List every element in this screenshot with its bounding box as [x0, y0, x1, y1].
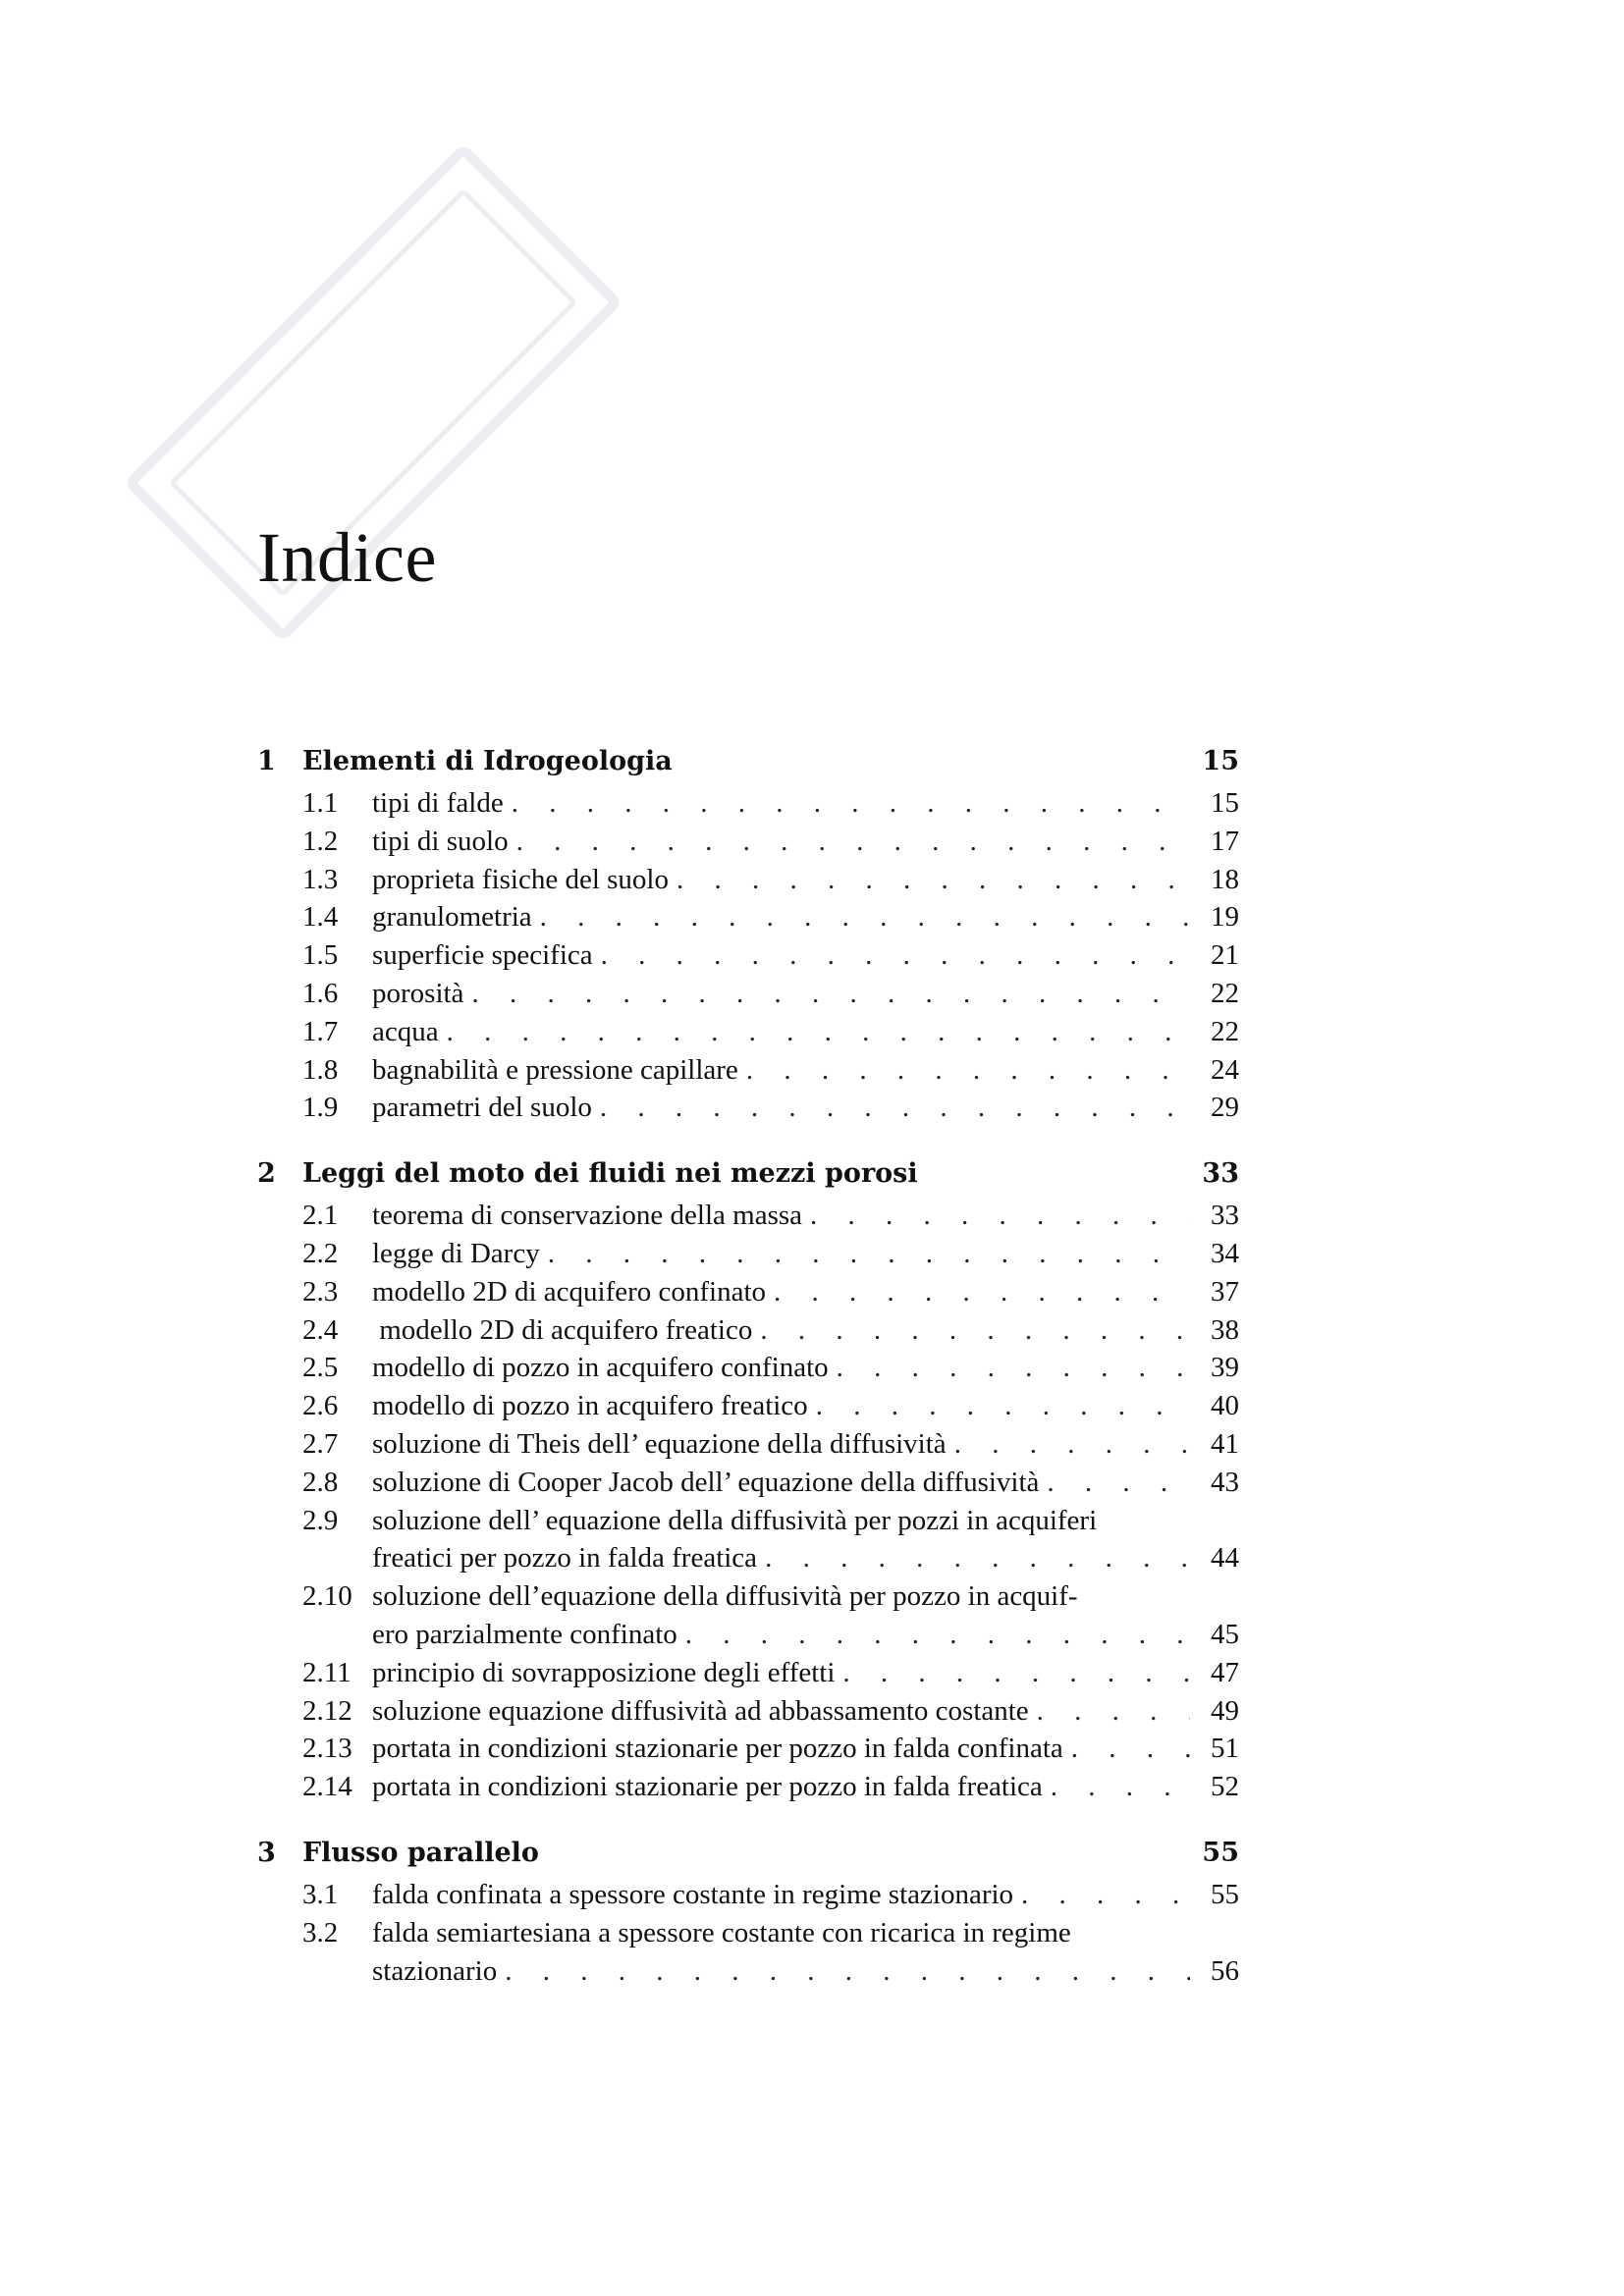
- entry-title: portata in condizioni stazionarie per pozzo in falda confinata: [372, 1733, 1063, 1765]
- page-title: Indice: [257, 518, 437, 597]
- toc-entry[interactable]: [257, 1089, 1239, 1127]
- entry-title: granulometria: [372, 901, 532, 934]
- entry-number: 2.12: [302, 1694, 352, 1727]
- entry-title: teorema di conservazione della massa: [372, 1200, 803, 1232]
- entry-page: 45: [1211, 1618, 1239, 1650]
- toc-entry[interactable]: [257, 1914, 1239, 1991]
- entry-page: 24: [1211, 1053, 1239, 1086]
- entry-page: 18: [1211, 863, 1239, 895]
- entry-title: tipi di suolo: [372, 825, 509, 857]
- entry-number: 1.8: [302, 1053, 339, 1086]
- chapter-title: Leggi del moto dei fluidi nei mezzi porosi: [302, 1158, 918, 1190]
- chapter-page: 55: [1202, 1837, 1239, 1868]
- dot-leader: [504, 784, 1190, 823]
- dot-leader: [439, 1013, 1190, 1051]
- entry-title: modello 2D di acquifero freatico: [372, 1313, 753, 1346]
- entry-title: portata in condizioni stazionarie per pozzo in falda freatica: [372, 1771, 1043, 1803]
- entry-page: 47: [1211, 1656, 1239, 1688]
- entry-number: 2.5: [302, 1352, 339, 1384]
- entry-number: 1.6: [302, 977, 339, 1009]
- dot-leader: [669, 861, 1190, 899]
- entry-number: 2.7: [302, 1427, 339, 1460]
- entry-title: soluzione di Theis dell’ equazione della diffusività: [372, 1427, 947, 1460]
- toc-entry[interactable]: [257, 1311, 1239, 1350]
- entry-page: 19: [1211, 901, 1239, 934]
- chapter-title: Flusso parallelo: [302, 1837, 539, 1868]
- entry-number: 1.4: [302, 901, 339, 934]
- toc-entry[interactable]: [257, 861, 1239, 899]
- entry-title: soluzione equazione diffusività ad abbassamento costante: [372, 1694, 1029, 1727]
- entry-number: 1.1: [302, 787, 339, 819]
- chapter-title: Elementi di Idrogeologia: [302, 746, 673, 776]
- dot-leader: [757, 1539, 1190, 1577]
- entry-title: bagnabilità e pressione capillare: [372, 1053, 738, 1086]
- toc-entry[interactable]: [257, 1577, 1239, 1654]
- toc-entry[interactable]: [257, 1876, 1239, 1914]
- entry-number: 2.13: [302, 1733, 352, 1765]
- entry-number: 2.9: [302, 1504, 339, 1536]
- dot-leader: [752, 1311, 1190, 1350]
- entry-title-line-2: ero parzialmente confinato: [372, 1618, 677, 1650]
- dot-leader: [1043, 1768, 1190, 1806]
- toc-entry[interactable]: [257, 1730, 1239, 1768]
- dot-leader: [808, 1387, 1190, 1425]
- entry-page: 29: [1211, 1092, 1239, 1124]
- dot-leader: [593, 936, 1190, 975]
- chapter-2: [257, 1158, 1239, 1806]
- toc-entry[interactable]: [257, 1013, 1239, 1051]
- entry-title: soluzione di Cooper Jacob dell’ equazione della diffusività: [372, 1466, 1040, 1498]
- entry-page: 56: [1211, 1954, 1239, 1987]
- dot-leader: [1013, 1876, 1190, 1914]
- entry-number: 1.5: [302, 939, 339, 972]
- entry-number: 3.1: [302, 1878, 339, 1910]
- entry-number: 1.2: [302, 825, 339, 857]
- entry-number: 2.3: [302, 1275, 339, 1308]
- entry-page: 40: [1211, 1390, 1239, 1422]
- chapter-number: 1: [257, 746, 276, 776]
- entry-title: superficie specifica: [372, 939, 593, 972]
- dot-leader: [738, 1051, 1190, 1090]
- dot-leader: [1039, 1464, 1190, 1502]
- toc-entry[interactable]: [257, 784, 1239, 823]
- dot-leader: [947, 1425, 1190, 1464]
- dot-leader: [463, 975, 1190, 1013]
- toc-entry[interactable]: [257, 1197, 1239, 1235]
- entry-title: modello di pozzo in acquifero confinato: [372, 1352, 829, 1384]
- toc-entry[interactable]: [257, 1425, 1239, 1464]
- toc-entry[interactable]: [257, 1502, 1239, 1578]
- entry-title: porosità: [372, 977, 464, 1009]
- entry-number: 1.9: [302, 1092, 339, 1124]
- entry-number: 1.7: [302, 1015, 339, 1047]
- dot-leader: [835, 1654, 1190, 1692]
- entry-page: 17: [1211, 825, 1239, 857]
- entry-page: 39: [1211, 1352, 1239, 1384]
- dot-leader: [766, 1273, 1190, 1311]
- chapter-1: [257, 746, 1239, 1127]
- entry-page: 34: [1211, 1237, 1239, 1269]
- toc-entry[interactable]: [257, 1464, 1239, 1502]
- entry-title-line-1: soluzione dell’ equazione della diffusività per pozzi in acquiferi: [372, 1504, 1098, 1536]
- entry-page: 51: [1211, 1733, 1239, 1765]
- chapter-heading[interactable]: [257, 1838, 1239, 1876]
- entry-title-line-2: stazionario: [372, 1954, 498, 1987]
- toc-entry[interactable]: [257, 1768, 1239, 1806]
- dot-leader: [509, 823, 1190, 861]
- toc-entry[interactable]: [257, 1051, 1239, 1090]
- entry-title: modello di pozzo in acquifero freatico: [372, 1390, 808, 1422]
- watermark-logo: [20, 39, 727, 746]
- toc-entry[interactable]: [257, 936, 1239, 975]
- dot-leader: [829, 1349, 1190, 1387]
- dot-leader: [592, 1089, 1190, 1127]
- entry-number: 2.4: [302, 1313, 339, 1346]
- dot-leader: [497, 1952, 1190, 1991]
- toc-entry[interactable]: [257, 1273, 1239, 1311]
- entry-page: 37: [1211, 1275, 1239, 1308]
- entry-page: 33: [1211, 1200, 1239, 1232]
- entry-number: 2.14: [302, 1771, 352, 1803]
- entry-title: parametri del suolo: [372, 1092, 592, 1124]
- toc-entry[interactable]: [257, 898, 1239, 936]
- entry-title: tipi di falde: [372, 787, 504, 819]
- entry-number: 2.2: [302, 1237, 339, 1269]
- entry-number: 1.3: [302, 863, 339, 895]
- entry-title-line-1: soluzione dell’equazione della diffusività per pozzo in acquif-: [372, 1580, 1078, 1613]
- chapter-number: 3: [257, 1837, 276, 1868]
- entry-page: 38: [1211, 1313, 1239, 1346]
- toc-entry[interactable]: [257, 1692, 1239, 1731]
- toc-entry[interactable]: [257, 1654, 1239, 1692]
- entry-number: 2.6: [302, 1390, 339, 1422]
- dot-leader: [677, 1616, 1190, 1654]
- dot-leader: [1029, 1692, 1190, 1731]
- dot-leader: [540, 1235, 1190, 1273]
- dot-leader: [1063, 1730, 1190, 1768]
- entry-page: 43: [1211, 1466, 1239, 1498]
- entry-page: 15: [1211, 787, 1239, 819]
- chapter-page: 33: [1202, 1158, 1239, 1190]
- entry-page: 49: [1211, 1694, 1239, 1727]
- entry-page: 22: [1211, 977, 1239, 1009]
- toc-entry[interactable]: [257, 1349, 1239, 1387]
- entry-page: 52: [1211, 1771, 1239, 1803]
- entry-number: 2.10: [302, 1580, 352, 1613]
- toc-entry[interactable]: [257, 823, 1239, 861]
- entry-title: acqua: [372, 1015, 439, 1047]
- dot-leader: [802, 1197, 1190, 1235]
- chapter-3: [257, 1838, 1239, 1990]
- entry-page: 44: [1211, 1542, 1239, 1575]
- chapter-heading[interactable]: [257, 746, 1239, 784]
- toc-entry[interactable]: [257, 975, 1239, 1013]
- entry-title: proprieta fisiche del suolo: [372, 863, 669, 895]
- chapter-heading[interactable]: [257, 1158, 1239, 1197]
- chapter-page: 15: [1202, 746, 1239, 776]
- entry-number: 2.1: [302, 1200, 339, 1232]
- entry-number: 2.11: [302, 1656, 352, 1688]
- entry-title: modello 2D di acquifero confinato: [372, 1275, 767, 1308]
- entry-page: 55: [1211, 1878, 1239, 1910]
- toc-entry[interactable]: [257, 1387, 1239, 1425]
- entry-page: 41: [1211, 1427, 1239, 1460]
- entry-title: principio di sovrapposizione degli effetti: [372, 1656, 836, 1688]
- entry-title: falda confinata a spessore costante in regime stazionario: [372, 1878, 1014, 1910]
- entry-number: 3.2: [302, 1916, 339, 1949]
- toc-entry[interactable]: [257, 1235, 1239, 1273]
- entry-title-line-1: falda semiartesiana a spessore costante con ricarica in regime: [372, 1916, 1071, 1949]
- entry-number: 2.8: [302, 1466, 339, 1498]
- chapter-number: 2: [257, 1158, 276, 1190]
- entry-title: legge di Darcy: [372, 1237, 540, 1269]
- entry-title-line-2: freatici per pozzo in falda freatica: [372, 1542, 758, 1575]
- entry-page: 21: [1211, 939, 1239, 972]
- entry-page: 22: [1211, 1015, 1239, 1047]
- dot-leader: [532, 898, 1190, 936]
- table-of-contents: [257, 746, 1239, 2021]
